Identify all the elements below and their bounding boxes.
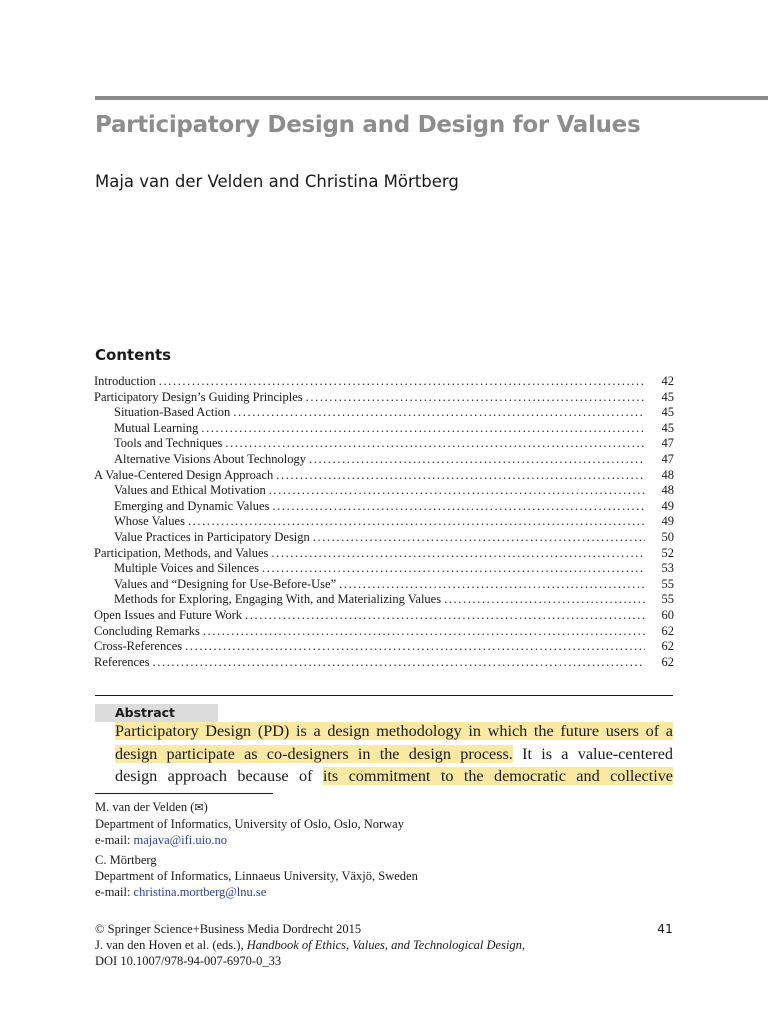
citation-suffix: , — [521, 938, 526, 952]
toc-entry-title: Cross-References — [94, 639, 183, 654]
table-of-contents — [94, 374, 674, 670]
toc-entry-title: Values and Ethical Motivation — [114, 483, 266, 498]
abstract-text — [115, 720, 673, 788]
toc-entry-page: 48 — [661, 483, 674, 498]
toc-entry-page: 45 — [661, 405, 674, 420]
doi-line: DOI 10.1007/978-94-007-6970-0_33 — [95, 954, 282, 968]
author-name: C. Mörtberg — [95, 853, 157, 867]
toc-entry-title: Methods for Exploring, Engaging With, and Materializing Values — [114, 592, 442, 607]
toc-entry-page: 47 — [661, 436, 674, 451]
toc-entry-page: 49 — [661, 514, 674, 529]
toc-entry-title: A Value-Centered Design Approach — [94, 467, 274, 482]
toc-entry-page: 48 — [661, 467, 674, 482]
toc-entry[interactable] — [94, 421, 674, 437]
toc-entry-page: 60 — [661, 607, 674, 622]
toc-entry-title: Situation-Based Action — [114, 405, 231, 420]
toc-entry-page: 42 — [661, 374, 674, 388]
toc-leader-dots — [269, 483, 645, 499]
toc-leader-dots — [309, 452, 645, 468]
top-rule — [95, 96, 768, 100]
contents-heading: Contents — [95, 346, 172, 364]
toc-entry[interactable] — [94, 374, 674, 390]
toc-entry-title: Mutual Learning — [114, 420, 199, 435]
toc-entry-title: Value Practices in Participatory Design — [114, 529, 310, 544]
toc-leader-dots — [339, 577, 645, 593]
toc-leader-dots — [203, 624, 645, 640]
toc-leader-dots — [225, 436, 645, 452]
email-label: e-mail: — [95, 833, 134, 847]
toc-entry-title: Participation, Methods, and Values — [94, 545, 269, 560]
toc-entry[interactable] — [94, 483, 674, 499]
toc-entry[interactable] — [94, 530, 674, 546]
toc-entry[interactable] — [94, 608, 674, 624]
toc-leader-dots — [233, 405, 645, 421]
chapter-authors: Maja van der Velden and Christina Mörtberg — [95, 172, 459, 191]
toc-leader-dots — [272, 499, 645, 515]
toc-entry-page: 62 — [661, 639, 674, 654]
affiliation-author-2 — [95, 852, 418, 900]
toc-leader-dots — [201, 421, 645, 437]
author-department: Department of Informatics, University of Oslo, Oslo, Norway — [95, 817, 404, 831]
toc-leader-dots — [271, 546, 645, 562]
highlight: design participate as co-designers in the design process. — [115, 744, 513, 763]
citation-book-title: Handbook of Ethics, Values, and Technological Design — [246, 938, 522, 952]
toc-entry[interactable] — [94, 436, 674, 452]
toc-entry-page: 45 — [661, 420, 674, 435]
toc-entry-page: 47 — [661, 451, 674, 466]
abstract-text-fragment: It is a value-centered — [512, 744, 673, 763]
toc-leader-dots — [245, 608, 645, 624]
abstract-label: Abstract — [95, 704, 218, 722]
toc-entry[interactable] — [94, 499, 674, 515]
toc-leader-dots — [262, 561, 645, 577]
toc-entry-title: Emerging and Dynamic Values — [114, 498, 270, 513]
toc-entry[interactable] — [94, 577, 674, 593]
author-name-end: ) — [203, 800, 208, 814]
toc-leader-dots — [306, 390, 645, 406]
abstract-line-1 — [115, 720, 673, 743]
toc-leader-dots — [444, 592, 645, 608]
email-link[interactable]: christina.mortberg@lnu.se — [133, 885, 267, 899]
toc-entry[interactable] — [94, 592, 674, 608]
toc-entry-title: Multiple Voices and Silences — [114, 561, 260, 576]
copyright-line: © Springer Science+Business Media Dordrecht 2015 — [95, 922, 362, 936]
toc-entry[interactable] — [94, 561, 674, 577]
toc-entry-page: 62 — [661, 623, 674, 638]
toc-leader-dots — [153, 655, 645, 671]
toc-entry-title: Open Issues and Future Work — [94, 607, 243, 622]
toc-entry-title: Values and “Designing for Use-Before-Use” — [114, 576, 337, 591]
toc-entry-title: References — [94, 654, 150, 669]
section-divider — [95, 695, 673, 696]
toc-entry-page: 53 — [661, 561, 674, 576]
toc-entry-page: 55 — [661, 592, 674, 607]
toc-entry-title: Participatory Design’s Guiding Principles — [94, 389, 303, 404]
abstract-line-3 — [115, 765, 673, 788]
author-email-line — [95, 884, 418, 900]
highlight: Participatory Design (PD) is a design methodology in which the future users of a — [115, 722, 673, 740]
toc-entry[interactable] — [94, 514, 674, 530]
toc-entry[interactable] — [94, 546, 674, 562]
toc-entry-title: Tools and Techniques — [114, 436, 223, 451]
toc-entry[interactable] — [94, 468, 674, 484]
toc-entry-page: 52 — [661, 545, 674, 560]
toc-entry-title: Alternative Visions About Technology — [114, 451, 306, 466]
toc-entry-page: 45 — [661, 389, 674, 404]
author-department: Department of Informatics, Linnaeus University, Växjö, Sweden — [95, 869, 418, 883]
author-email-line — [95, 832, 404, 848]
toc-entry-title: Introduction — [94, 374, 156, 388]
toc-entry-page: 62 — [661, 654, 674, 669]
toc-entry[interactable] — [94, 452, 674, 468]
toc-entry[interactable] — [94, 405, 674, 421]
email-label: e-mail: — [95, 885, 134, 899]
toc-entry-title: Concluding Remarks — [94, 623, 200, 638]
toc-entry[interactable] — [94, 390, 674, 406]
toc-entry[interactable] — [94, 639, 674, 655]
chapter-title: Participatory Design and Design for Values — [95, 112, 641, 138]
citation-line — [95, 937, 673, 953]
toc-entry-title: Whose Values — [114, 514, 185, 529]
toc-entry[interactable] — [94, 655, 674, 671]
toc-entry-page: 55 — [661, 576, 674, 591]
abstract-line-2 — [115, 743, 673, 766]
toc-entry[interactable] — [94, 624, 674, 640]
toc-leader-dots — [313, 530, 645, 546]
page-number: 41 — [657, 921, 673, 936]
citation-prefix: J. van den Hoven et al. (eds.), — [95, 938, 247, 952]
toc-entry-page: 49 — [661, 498, 674, 513]
author-name — [95, 799, 404, 816]
author-name-text: M. van der Velden ( — [95, 800, 195, 814]
toc-leader-dots — [188, 514, 645, 530]
toc-leader-dots — [159, 374, 645, 390]
abstract-text-fragment: design approach because of — [115, 767, 323, 785]
copyright-footer — [95, 921, 673, 969]
affiliation-author-1 — [95, 799, 404, 848]
email-link[interactable]: majava@ifi.uio.no — [133, 833, 227, 847]
toc-entry-page: 50 — [661, 529, 674, 544]
highlight: its commitment to the democratic and collective — [322, 767, 673, 785]
mail-icon[interactable]: ✉ — [194, 802, 204, 814]
footnote-rule — [95, 793, 273, 794]
toc-leader-dots — [276, 468, 645, 484]
toc-leader-dots — [185, 639, 645, 655]
